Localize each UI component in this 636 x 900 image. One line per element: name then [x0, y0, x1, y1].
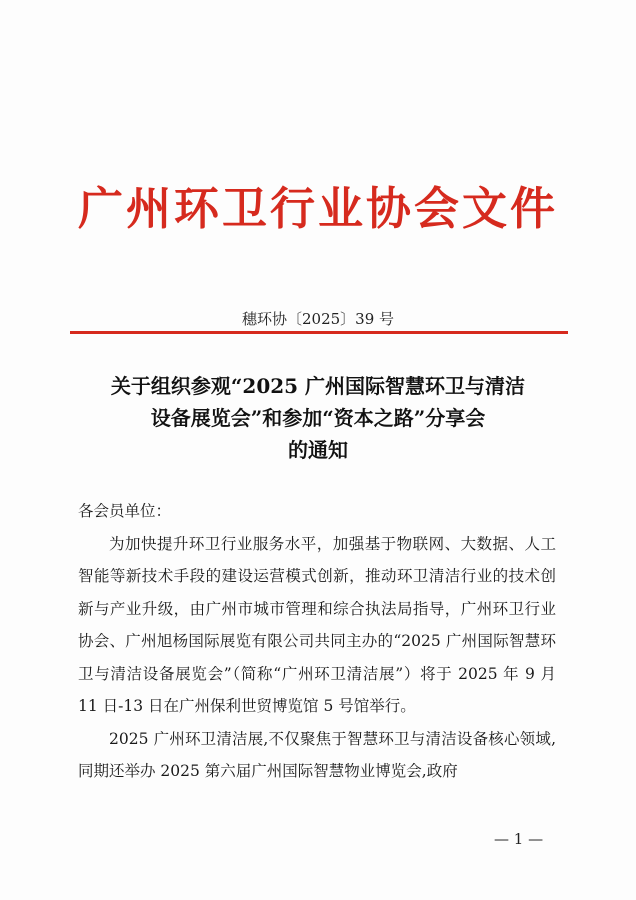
- notice-title-line-3: 的通知: [288, 438, 348, 462]
- salutation: 各会员单位：: [78, 502, 172, 520]
- page-number: — 1 —: [494, 830, 544, 848]
- org-header-title: 广州环卫行业协会文件: [77, 182, 558, 235]
- notice-title: [60, 370, 576, 466]
- paragraph-2: 2025 广州环卫清洁展,不仅聚焦于智慧环卫与清洁设备核心领域,同期还举办 2025 第六届广州国际智慧物业博览会,政府: [78, 729, 556, 780]
- notice-body: [78, 495, 556, 788]
- notice-title-line-2: 设备展览会”和参加“资本之路”分享会: [150, 406, 486, 430]
- document-number: 穗环协〔2025〕39 号: [241, 310, 395, 328]
- red-divider-line: [70, 331, 568, 334]
- paragraph-1: 为加快提升环卫行业服务水平，加强基于物联网、大数据、人工智能等新技术手段的建设运营模式创新，推动环卫清洁行业的技术创新与产业升级，由广州市城市管理和综合执法局指导，广州环卫行业协会、广州旭杨国际展览有限公司共同主办的“2025 广州国际智慧环卫与清洁设备展览会”（简称“广州环卫清洁展”）将于 2025 年 9 月 11 日-13 日在广州保利世贸博览馆 5 号馆举行。: [78, 534, 556, 715]
- notice-title-line-1: 关于组织参观“2025 广州国际智慧环卫与清洁: [110, 374, 526, 398]
